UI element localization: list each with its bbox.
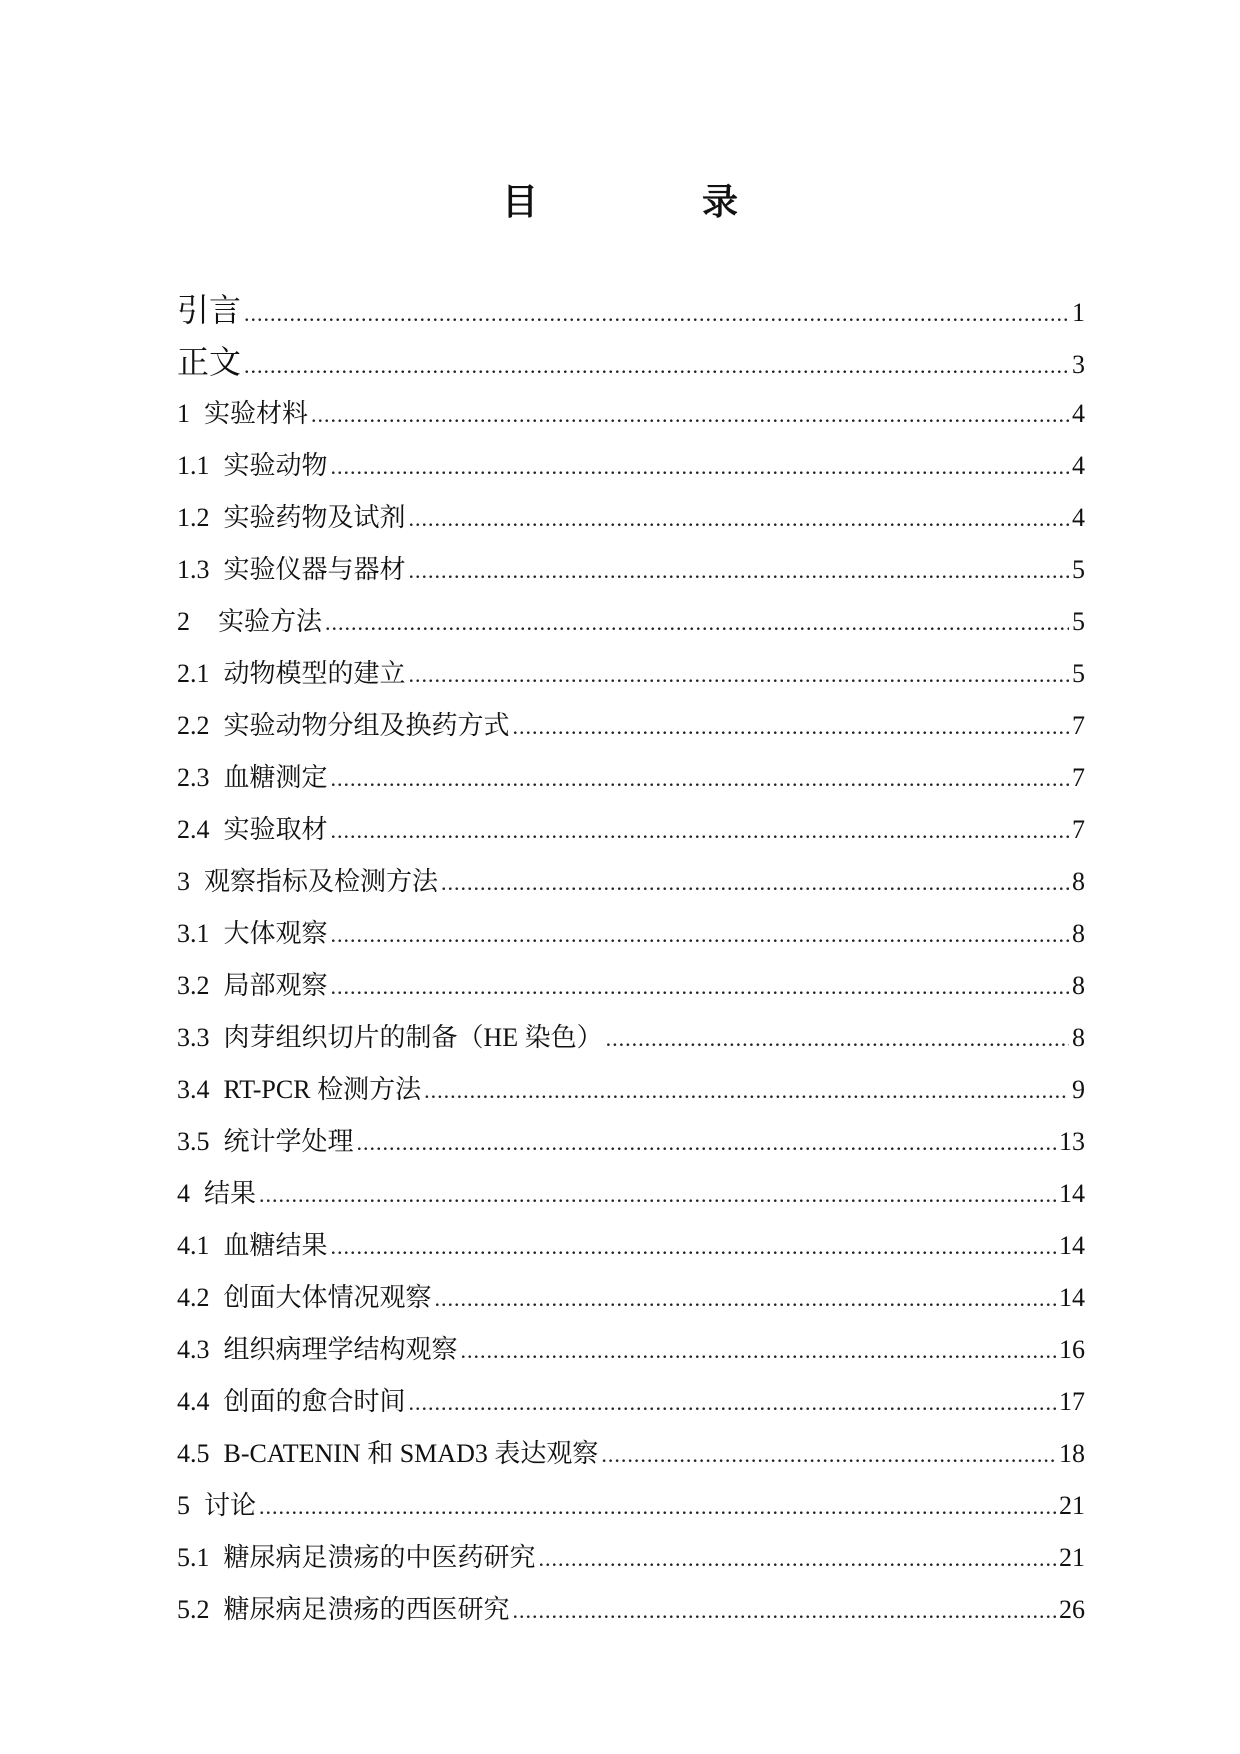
toc-dot-leader [606,1013,1069,1065]
toc-dot-leader [331,961,1069,1013]
toc-dot-leader [513,701,1069,753]
toc-entry-number: 1 [177,399,190,428]
toc-dot-leader [259,1169,1056,1221]
toc-entry-page-number: 5 [1072,607,1085,636]
toc-dot-leader [331,909,1069,961]
toc-entry[interactable] [177,1324,1085,1376]
toc-entry-page-number: 21 [1059,1543,1085,1572]
toc-entry-page-number: 18 [1059,1439,1085,1468]
toc-entry-page-number: 21 [1059,1491,1085,1520]
toc-entry-page-number: 14 [1059,1231,1085,1260]
toc-entry-label: 实验材料 [204,399,309,428]
toc-entry[interactable] [177,596,1085,648]
toc-dot-leader [244,340,1069,392]
toc-entry-label: 肉芽组织切片的制备（HE 染色） [223,1023,603,1052]
toc-entry[interactable] [177,960,1085,1012]
toc-entry[interactable] [177,856,1085,908]
toc-dot-leader [435,1273,1056,1325]
toc-entry-number: 4.3 [177,1335,210,1364]
toc-dot-leader [409,545,1069,597]
toc-entry[interactable] [177,336,1085,388]
toc-entry-label: 实验动物 [223,451,328,480]
toc-entry[interactable] [177,1428,1085,1480]
toc-entry-label: 实验仪器与器材 [223,555,406,584]
toc-entry[interactable] [177,804,1085,856]
toc-entry-number: 2.4 [177,815,210,844]
toc-entry-page-number: 14 [1059,1283,1085,1312]
toc-entry-number: 4.5 [177,1439,210,1468]
toc-entry-page-number: 5 [1072,555,1085,584]
page-title: 目 录 [501,182,802,223]
toc-entry[interactable] [177,1116,1085,1168]
toc-entry[interactable] [177,492,1085,544]
toc-entry-page-number: 7 [1072,815,1085,844]
toc-entry[interactable] [177,752,1085,804]
toc-dot-leader [513,1585,1056,1637]
toc-dot-leader [409,1377,1056,1429]
toc-entry-number: 5.1 [177,1543,210,1572]
toc-entry-number: 2.3 [177,763,210,792]
toc-entry-label: 实验药物及试剂 [223,503,406,532]
toc-entry-label: 实验动物分组及换药方式 [223,711,510,740]
toc-entry-label: 糖尿病足溃疡的中医药研究 [223,1543,536,1572]
toc-entry-label: 动物模型的建立 [223,659,406,688]
toc-dot-leader [461,1325,1056,1377]
toc-entry-label: 血糖测定 [223,763,328,792]
toc-dot-leader [331,753,1069,805]
toc-entry-number: 2.1 [177,659,210,688]
table-of-contents [177,284,1085,1636]
toc-entry-number: 3.5 [177,1127,210,1156]
toc-entry-label: 讨论 [204,1491,257,1520]
toc-entry[interactable] [177,1480,1085,1532]
toc-entry-number: 2.2 [177,711,210,740]
toc-entry[interactable] [177,544,1085,596]
toc-entry[interactable] [177,1168,1085,1220]
toc-entry[interactable] [177,1012,1085,1064]
toc-dot-leader [441,857,1069,909]
toc-entry-number: 2 [177,607,190,636]
toc-entry-page-number: 8 [1072,867,1085,896]
toc-entry-label: 局部观察 [223,971,328,1000]
toc-entry-page-number: 5 [1072,659,1085,688]
toc-dot-leader [311,389,1069,441]
toc-entry-label: 观察指标及检测方法 [204,867,439,896]
toc-dot-leader [325,597,1069,649]
toc-entry[interactable] [177,1376,1085,1428]
toc-entry-label: 大体观察 [223,919,328,948]
toc-entry-page-number: 13 [1059,1127,1085,1156]
toc-entry-number: 1.3 [177,555,210,584]
toc-entry-number: 3.4 [177,1075,210,1104]
toc-entry-number: 5 [177,1491,190,1520]
toc-entry-label: 引言 [177,292,242,328]
toc-entry-label: 创面大体情况观察 [223,1283,432,1312]
toc-entry-page-number: 8 [1072,919,1085,948]
toc-entry-number: 1.1 [177,451,210,480]
toc-entry-number: 3.1 [177,919,210,948]
toc-entry[interactable] [177,1064,1085,1116]
toc-entry-page-number: 26 [1059,1595,1085,1624]
toc-entry-label: 正文 [177,344,242,380]
toc-entry-label: 实验方法 [218,607,323,636]
toc-entry-label: 结果 [204,1179,257,1208]
toc-entry-page-number: 8 [1072,1023,1085,1052]
toc-entry-page-number: 7 [1072,711,1085,740]
toc-entry-label: 创面的愈合时间 [223,1387,406,1416]
toc-entry[interactable] [177,700,1085,752]
toc-entry[interactable] [177,908,1085,960]
toc-entry[interactable] [177,440,1085,492]
toc-dot-leader [331,805,1069,857]
toc-entry-page-number: 1 [1072,298,1085,327]
toc-entry-page-number: 4 [1072,451,1085,480]
toc-entry-page-number: 4 [1072,503,1085,532]
toc-entry[interactable] [177,1220,1085,1272]
toc-entry-page-number: 7 [1072,763,1085,792]
toc-entry-number: 3.2 [177,971,210,1000]
toc-entry-label: 组织病理学结构观察 [223,1335,458,1364]
toc-entry-number: 3 [177,867,190,896]
toc-entry-label: 血糖结果 [223,1231,328,1260]
toc-dot-leader [539,1533,1056,1585]
toc-entry-page-number: 17 [1059,1387,1085,1416]
toc-dot-leader [409,493,1069,545]
toc-dot-leader [259,1481,1056,1533]
toc-entry[interactable] [177,1584,1085,1636]
toc-entry-number: 4.4 [177,1387,210,1416]
toc-entry-number: 4 [177,1179,190,1208]
toc-dot-leader [424,1065,1069,1117]
toc-entry-number: 4.1 [177,1231,210,1260]
toc-entry-label: 糖尿病足溃疡的西医研究 [223,1595,510,1624]
toc-entry-page-number: 16 [1059,1335,1085,1364]
toc-entry-page-number: 9 [1072,1075,1085,1104]
toc-entry-number: 5.2 [177,1595,210,1624]
toc-entry-label: 实验取材 [223,815,328,844]
toc-dot-leader [357,1117,1056,1169]
toc-dot-leader [409,649,1069,701]
toc-entry-label: RT-PCR 检测方法 [223,1075,422,1104]
toc-entry-number: 4.2 [177,1283,210,1312]
toc-dot-leader [331,441,1069,493]
toc-entry-page-number: 3 [1072,350,1085,379]
toc-entry[interactable] [177,388,1085,440]
toc-entry-page-number: 14 [1059,1179,1085,1208]
toc-entry-label: 统计学处理 [223,1127,354,1156]
toc-entry[interactable] [177,1532,1085,1584]
toc-dot-leader [244,288,1069,340]
toc-entry-page-number: 4 [1072,399,1085,428]
toc-entry[interactable] [177,1272,1085,1324]
toc-entry[interactable] [177,648,1085,700]
toc-entry-number: 1.2 [177,503,210,532]
toc-entry[interactable] [177,284,1085,336]
toc-entry-label: B-CATENIN 和 SMAD3 表达观察 [223,1439,599,1468]
toc-entry-page-number: 8 [1072,971,1085,1000]
toc-entry-number: 3.3 [177,1023,210,1052]
toc-dot-leader [601,1429,1056,1481]
toc-dot-leader [331,1221,1056,1273]
